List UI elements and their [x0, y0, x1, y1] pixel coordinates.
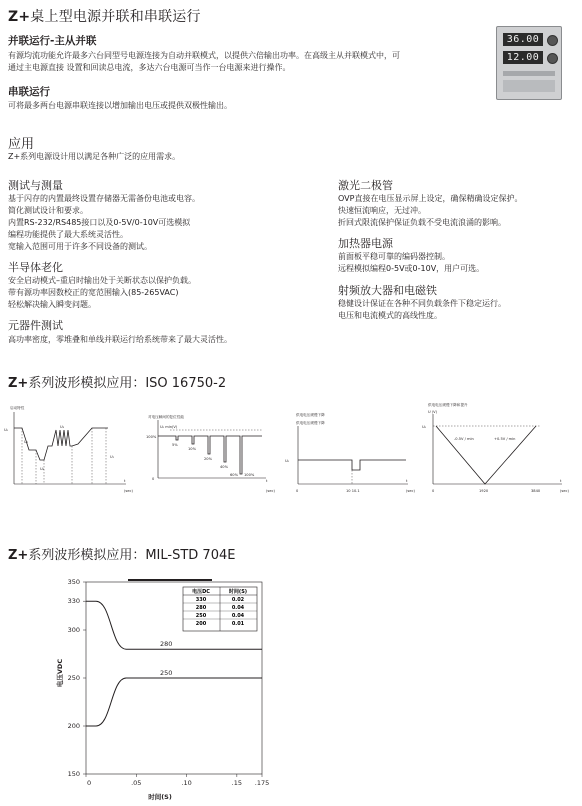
mil-series-line: [86, 678, 262, 726]
iso2-y-tick-0: 0: [152, 477, 155, 481]
iso1-label-u4: U₄: [40, 467, 45, 471]
app-line: 轻松解决输入瞬变问题。: [8, 300, 96, 309]
iso4-x-tick: 3840: [531, 489, 541, 493]
iso4-ylabel: U (V): [428, 410, 438, 414]
iso2-dip-profile: [158, 436, 262, 474]
iso-title-rest: 系列波形模拟应用：ISO 16750-2: [28, 376, 227, 391]
app-text-heater: [338, 251, 484, 275]
current-knob-icon: [547, 53, 558, 64]
mil-table-cell: 0.04: [231, 613, 245, 619]
mil-series-label: 250: [160, 669, 173, 677]
mil-x-tick-label: 0: [87, 779, 92, 787]
app-line: 简化测试设计和要求。: [8, 206, 88, 215]
mil-y-tick-label: 250: [67, 674, 80, 682]
mil-y-tick-label: 150: [67, 770, 80, 778]
iso2-x-unit2: (sec): [266, 489, 275, 493]
mil-voltage-table: [183, 587, 257, 631]
app-line: 安全启动模式–重启时输出处于关断状态以保护负载。: [8, 276, 196, 285]
iso4-x-unit2: (sec): [560, 489, 569, 493]
page-title-prefix: Z+: [8, 9, 31, 25]
iso1-label-u0: U₀: [4, 428, 9, 432]
iso-waveform-diagrams: [0, 398, 582, 508]
app-text-test-measurement: [8, 193, 200, 253]
app-line: OVP直接在电压显示屏上设定，确保精确设定保护。: [338, 194, 523, 203]
iso3-label-u: U₀: [285, 459, 290, 463]
mil-x-tick-label: .05: [131, 779, 142, 787]
iso4-x-tick: 0: [432, 489, 435, 493]
mil-table-cell: 0.02: [231, 597, 245, 603]
iso2-dip-label: 5%: [172, 443, 178, 447]
iso4-ramp-profile: [436, 426, 536, 484]
app-line: 快速恒流响应，无过冲。: [338, 206, 426, 215]
app-line: 前面板平稳可靠的编码器控制。: [338, 252, 450, 261]
iso1-start-profile-curve: [14, 428, 108, 460]
applications-title: 应用: [8, 137, 35, 152]
app-text-rf: [338, 298, 506, 322]
app-line: 带有源功率因数校正的宽范围输入(85-265VAC): [8, 288, 179, 297]
applications-intro: Z+系列电源设计用以满足各种广泛的应用需求。: [8, 152, 181, 161]
mil-table-cell: 0.01: [231, 621, 245, 627]
mil-title-rest: 系列波形模拟应用：MIL-STD 704E: [28, 548, 236, 563]
iso2-title: 对电压瞬间的复位性能: [148, 415, 184, 419]
mil-section-title: [8, 544, 235, 563]
series-title: 串联运行: [8, 86, 50, 98]
iso4-slope-down: -0.5V / min: [454, 437, 474, 441]
mil-table-header-time: 时间(S): [228, 589, 248, 595]
mil-x-axis-label: 时间(S): [148, 793, 172, 801]
mil-table-cell: 0.04: [231, 605, 245, 611]
iso4-x-unit: t: [560, 479, 562, 483]
app-line: 内置RS-232/RS485接口以及0-5V/0-10V可选模拟: [8, 218, 191, 227]
parallel-line: 通过主电源直接 设置和回读总电流，多达六台电源可当作一台电源来进行操作。: [8, 63, 291, 72]
app-line: 稳健设计保证在各种不同负载条件下稳定运行。: [338, 299, 506, 308]
iso2-dip-label: 20%: [204, 457, 212, 461]
mil-table-cell: 250: [195, 613, 207, 619]
iso4-x-tick: 1920: [479, 489, 489, 493]
front-panel-base: [503, 80, 555, 92]
app-line: 编程功能提供了最大系统灵活性。: [8, 230, 128, 239]
app-title-semiconductor: 半导体老化: [8, 261, 63, 274]
app-line: 基于闪存的内置最终设置存储器无需备份电池或电容。: [8, 194, 200, 203]
app-line: 宽输入范围可用于许多不同设备的测试。: [8, 242, 152, 251]
iso4-title: 供电电压缓慢下降和提升: [428, 403, 468, 407]
iso2-ylabel: U₀ min(V): [160, 425, 178, 429]
mil-y-axis-label: 电压VDC: [56, 658, 64, 688]
app-title-rf: 射频放大器和电磁铁: [338, 284, 437, 297]
iso2-dip-label: 40%: [220, 465, 228, 469]
iso4-slope-up: +0.5V / min: [494, 437, 516, 441]
mil-x-tick-label: .10: [181, 779, 192, 787]
mil-y-tick-label: 200: [67, 722, 80, 730]
iso3-title-line2: 供电电压缓慢下降: [296, 421, 325, 425]
parallel-line: 有源均流功能允许最多六台同型号电源连接为自动并联模式，以提供六倍输出功率。在高级主从并联模式中，可: [8, 51, 400, 60]
iso2-dip-label: 10%: [188, 447, 196, 451]
app-title-heater: 加热器电源: [338, 237, 393, 250]
app-text-laser: [338, 193, 522, 229]
app-line: 折回式限流保护保证负载不受电流浪涌的影响。: [338, 218, 506, 227]
mil-x-tick-label: .175: [254, 779, 270, 787]
current-display: 12.00: [503, 51, 543, 64]
app-line: 电压和电流模式的高线性度。: [338, 311, 442, 320]
page-title-rest: 桌上型电源并联和串联运行: [30, 9, 201, 25]
iso-section-title: [8, 372, 226, 391]
app-title-component: 元器件测试: [8, 319, 63, 332]
mil-table-cell: 200: [195, 621, 207, 627]
power-supply-image: [496, 26, 562, 100]
mil-table-cell: 330: [195, 597, 207, 603]
front-panel-buttons: [503, 71, 555, 76]
mil-table-header-voltage: 电压DC: [192, 589, 210, 595]
iso2-dip-label: 100%: [244, 473, 255, 477]
mil-table-cell: 280: [195, 605, 207, 611]
app-title-test-measurement: 测试与测量: [8, 179, 63, 192]
app-text-semiconductor: [8, 275, 196, 311]
parallel-title: 并联运行-主从并联: [8, 35, 97, 47]
iso4-label-u: U₀: [422, 425, 427, 429]
iso1-label-u3: U₃: [60, 425, 65, 429]
mil-series-label: 280: [160, 640, 173, 649]
mil-x-tick-label: .15: [231, 779, 243, 787]
iso1-x-unit2: (sec): [124, 489, 133, 493]
iso1-label-u2: U₂: [24, 440, 29, 444]
mil-std-chart: [0, 570, 582, 806]
iso-title-prefix: Z+: [8, 376, 29, 391]
mil-y-tick-label: 350: [67, 578, 80, 586]
iso2-x-unit: t: [266, 479, 268, 483]
app-line: 远程模拟编程0-5V或0-10V，用户可选。: [338, 264, 485, 273]
app-title-laser: 激光二极管: [338, 179, 393, 192]
iso2-dip-label: 60%: [230, 473, 238, 477]
iso2-y-tick-100: 100%: [146, 435, 157, 439]
parallel-text: [8, 50, 488, 74]
iso3-x-tick: 0: [296, 489, 299, 493]
voltage-knob-icon: [547, 35, 558, 46]
series-text: 可将最多两台电源串联连接以增加输出电压或提供双极性输出。: [8, 101, 232, 110]
page-title: [8, 6, 201, 26]
voltage-display: 36.00: [503, 33, 543, 46]
app-text-component: 高功率密度，零堆叠和单线并联运行给系统带来了最大灵活性。: [8, 335, 232, 344]
iso1-title: 启动特性: [10, 406, 25, 410]
iso3-x-tick: 10 10.1: [346, 489, 360, 493]
iso1-x-unit: t: [124, 479, 126, 483]
mil-title-prefix: Z+: [8, 548, 29, 563]
iso3-x-unit: t: [406, 479, 408, 483]
iso1-label-u1: U₁: [110, 455, 115, 459]
mil-y-tick-label: 300: [67, 626, 80, 634]
iso3-x-unit2: (sec): [406, 489, 415, 493]
iso3-title-line1: 供电电压缓慢下降: [296, 413, 325, 417]
mil-y-tick-label: 330: [67, 597, 80, 606]
iso3-profile: [298, 460, 406, 470]
